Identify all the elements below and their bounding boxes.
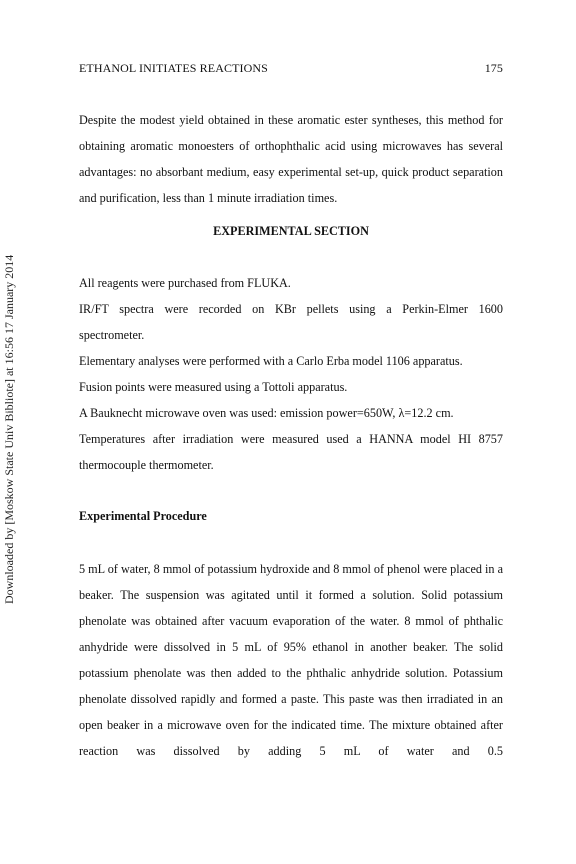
procedure-section xyxy=(79,556,503,764)
download-watermark: Downloaded by [Moskow State Univ Bibliote] at 16:56 17 January 2014 xyxy=(2,254,16,604)
procedure-paragraph: 5 mL of water, 8 mmol of potassium hydroxide and 8 mmol of phenol were placed in a beaker. The suspension was agitated until it formed a solution. Solid potassium phenolate was obtained after vacuum evaporation of the water. 8 mmol of phthalic anhydride were dissolved in 5 mL of 95% ethanol in another beaker. The solid potassium phenolate was then added to the phthalic anhydride solution. Potassium phenolate dissolved rapidly and formed a paste. This paste was then irradiated in an open beaker in a microwave oven for the indicated time. The mixture obtained after reaction was dissolved by adding 5 mL of water and 0.5 xyxy=(79,562,503,758)
ir-spectra-line: IR/FT spectra were recorded on KBr pellets using a Perkin-Elmer 1600 xyxy=(79,302,503,316)
fusion-points-line: Fusion points were measured using a Tottoli apparatus. xyxy=(79,380,348,394)
page-number: 175 xyxy=(484,61,503,75)
running-head xyxy=(79,61,503,76)
temperature-line: Temperatures after irradiation were measured used a HANNA model HI 8757 xyxy=(79,432,503,446)
running-head-title: ETHANOL INITIATES REACTIONS xyxy=(79,61,268,75)
subsection-heading: Experimental Procedure xyxy=(79,509,207,523)
section-heading: EXPERIMENTAL SECTION xyxy=(213,224,369,238)
materials-list xyxy=(79,270,503,478)
temperature-line-cont: thermocouple thermometer. xyxy=(79,458,214,472)
ir-spectra-line-cont: spectrometer. xyxy=(79,328,145,342)
reagents-line: All reagents were purchased from FLUKA. xyxy=(79,276,291,290)
elementary-analyses-line: Elementary analyses were performed with a Carlo Erba model 1106 apparatus. xyxy=(79,354,463,368)
microwave-oven-line: A Bauknecht microwave oven was used: emission power=650W, λ=12.2 cm. xyxy=(79,406,454,420)
intro-paragraph: Despite the modest yield obtained in these aromatic ester syntheses, this method for obtaining aromatic monoesters of orthophthalic acid using microwaves has several advantages: no absorbant medium, easy experimental set-up, quick product separation and purification, less than 1 minute irradiation times. xyxy=(79,113,503,206)
intro-section xyxy=(79,95,503,223)
